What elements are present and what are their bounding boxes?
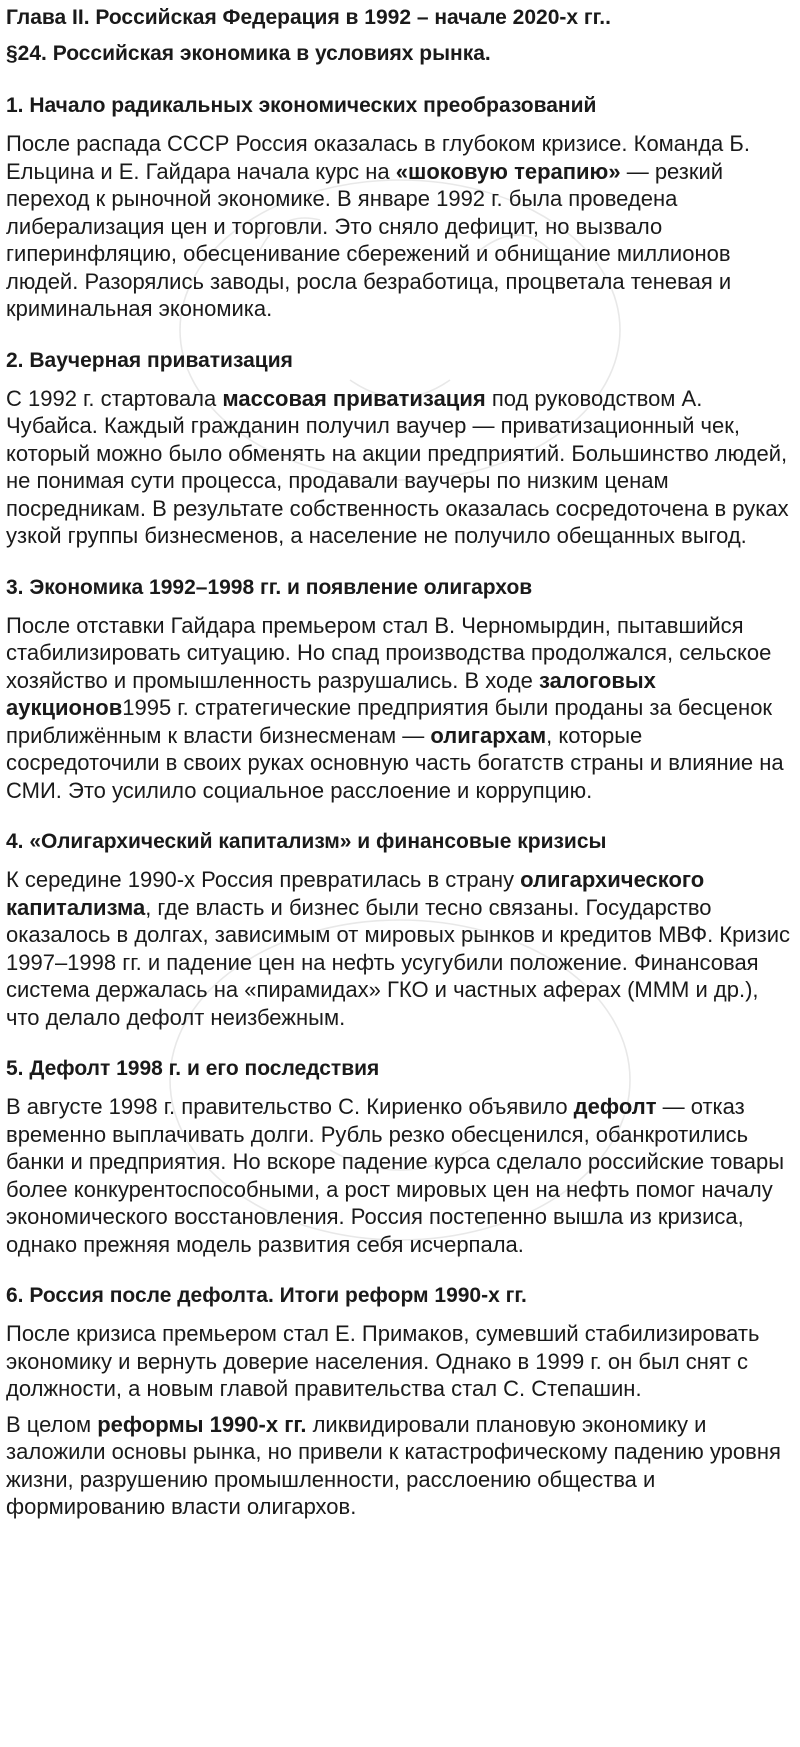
bold-term: олигархам (430, 722, 547, 748)
section-paragraph (6, 866, 796, 1031)
section-paragraph (6, 130, 796, 323)
text-run: под руководством А. Чубайса. Каждый гражданин получил ваучер — приватизационный чек, который можно было обменять на акции предприятий. Большинство людей, не понимая сути процесса, продавали ваучеры по низким ценам посредникам. В результате собственность оказалась сосредоточена в руках узкой группы бизнесменов, а население не получило обещанных выгод. (6, 385, 789, 548)
section-title: 3. Экономика 1992–1998 гг. и появление олигархов (6, 575, 533, 599)
section-paragraph (6, 1093, 796, 1258)
text-run: К середине 1990-х Россия превратилась в страну (6, 867, 521, 892)
section-paragraph (6, 385, 796, 550)
section-title: 4. «Олигархический капитализм» и финансовые кризисы (6, 830, 607, 853)
text-run: — резкий переход к рыночной экономике. В январе 1992 г. была проведена либерализация цен и торговли. Это сняло дефицит, но вызвало гиперинфляцию, обесценивание сбережений и обнищание миллионов людей. Разорялись заводы, росла безработица, процветала теневая и криминальная экономика. (6, 158, 732, 321)
text-run: После отставки Гайдара премьером стал В. Черномырдин, пытавшийся стабилизировать ситуацию. Но спад производства продолжался, сельское хозяйство и промышленность разрушались. В ходе (6, 612, 772, 693)
text-run: — отказ временно выплачивать долги. Рубль резко обесценился, обанкротились банки и предприятия. Но вскоре падение курса сделало российские товары более конкурентоспособными, а рост мировых цен на нефть помог началу экономического восстановления. Россия постепенно вышла из кризиса, однако прежняя модель развития себя исчерпала. (6, 1094, 785, 1257)
bold-term: дефолт (573, 1094, 657, 1119)
text-run: ликвидировали плановую экономику и заложили основы рынка, но привели к катастрофическому падению уровня жизни, разрушению промышленности, расслоению общества и формированию власти олигархов. (6, 1411, 781, 1519)
text-run: , которые сосредоточили в своих руках основную часть богатств страны и влияние на СМИ. Это усилило социальное расслоение и коррупцию. (6, 722, 784, 803)
section-1 (6, 92, 796, 323)
bold-term: «шоковую терапию» (395, 158, 621, 184)
section-title: 6. Россия после дефолта. Итоги реформ 1990-х гг. (6, 1284, 527, 1307)
paragraph-title: §24. Российская экономика в условиях рынка. (6, 42, 491, 65)
bold-term: реформы 1990-х гг. (97, 1411, 307, 1437)
section-title: 5. Дефолт 1998 г. и его последствия (6, 1057, 380, 1080)
bold-term: залоговых аукционов (6, 667, 656, 720)
text-run: 1995 г. стратегические предприятия были проданы за бесценок приближённым к власти бизнесменам — (6, 695, 773, 748)
section-title: 2. Ваучерная приватизация (6, 348, 293, 372)
chapter-title: Глава II. Российская Федерация в 1992 – начале 2020-х гг.. (6, 6, 611, 29)
section-paragraph (6, 1320, 796, 1403)
sections (6, 92, 796, 1521)
section-2 (6, 347, 796, 550)
text-run: После распада СССР Россия оказалась в глубоком кризисе. Команда Б. Ельцина и Е. Гайдара начала курс на (6, 131, 750, 184)
text-run: В августе 1998 г. правительство С. Кириенко объявило (6, 1094, 574, 1119)
bold-term: массовая приватизация (222, 385, 486, 411)
section-3 (6, 574, 796, 805)
text-run: После кризиса премьером стал Е. Примаков, сумевший стабилизировать экономику и вернуть доверие населения. Однако в 1999 г. он был снят с должности, а новым главой правительства стал С. Степашин. (6, 1321, 760, 1401)
text-run: , где власть и бизнес были тесно связаны. Государство оказалось в долгах, зависимым от мировых рынков и кредитов МВФ. Кризис 1997–1998 гг. и падение цен на нефть усугубили положение. Финансовая система держалась на «пирамидах» ГКО и частных аферах (МММ и др.), что делало дефолт неизбежным. (6, 894, 791, 1030)
text-run: С 1992 г. стартовала (6, 385, 223, 411)
text-run: В целом (6, 1411, 98, 1437)
section-paragraph (6, 1411, 796, 1521)
bold-term: олигархического капитализма (6, 867, 705, 920)
section-title: 1. Начало радикальных экономических преобразований (6, 94, 597, 117)
section-6 (6, 1282, 796, 1521)
section-5 (6, 1055, 796, 1258)
section-paragraph (6, 612, 796, 805)
section-4 (6, 828, 796, 1031)
